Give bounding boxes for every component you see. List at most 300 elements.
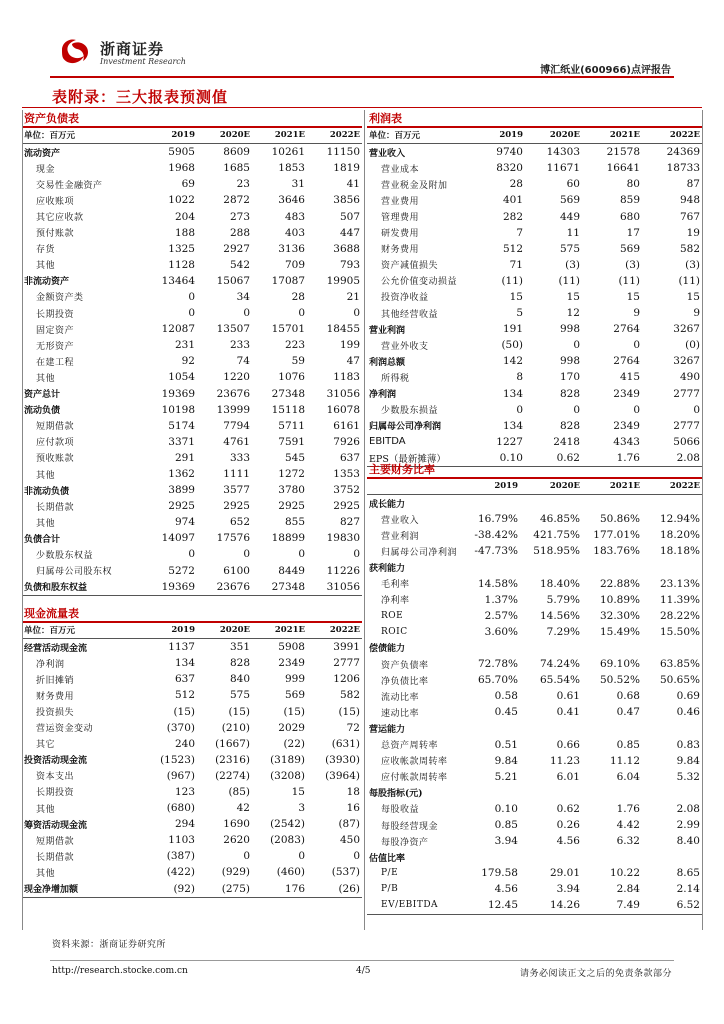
table-header-row	[22, 127, 362, 144]
cell-value: 47	[346, 355, 360, 368]
cell-value: 828	[559, 387, 580, 400]
unit-label	[367, 478, 462, 495]
cell-value: 4.56	[494, 883, 518, 896]
cell-value: 0	[298, 548, 305, 561]
table-header-row	[22, 622, 362, 639]
table-row	[367, 785, 702, 801]
row-label: 其他	[36, 261, 56, 272]
table-row	[22, 482, 362, 498]
cell-value: 18.20%	[659, 529, 700, 542]
cell-value: 134	[502, 419, 523, 432]
cell-value: 3899	[168, 484, 195, 497]
cell-value: 28	[509, 178, 523, 191]
cell-value: 50.65%	[659, 674, 700, 687]
table-row	[367, 865, 702, 881]
row-label: 投资净收益	[381, 293, 429, 304]
cell-value: 3688	[333, 242, 360, 255]
cell-value: 0	[243, 850, 250, 863]
cell-value: 652	[229, 516, 250, 529]
year-header: 2019	[462, 478, 520, 495]
cell-value: 223	[284, 339, 305, 352]
cell-value	[582, 640, 642, 656]
ratios-title: 主要财务比率	[369, 463, 435, 476]
cell-value: 2925	[333, 500, 360, 513]
row-label: 营运资金变动	[36, 724, 94, 735]
cell-value: 183.76%	[593, 545, 640, 558]
cell-value: 71	[509, 258, 523, 271]
cell-value: 3267	[673, 355, 700, 368]
cell-value: 0	[298, 307, 305, 320]
cell-value: 3.94	[494, 835, 518, 848]
row-label: 其他	[36, 518, 56, 529]
year-header: 2019	[142, 622, 197, 639]
row-label: 财务费用	[36, 691, 75, 702]
cell-value: 6.32	[616, 835, 640, 848]
cell-value: 0.10	[494, 802, 518, 815]
cell-value: 134	[502, 387, 523, 400]
row-label: 预收账款	[36, 454, 75, 465]
year-header: 2021E	[582, 127, 642, 144]
cell-value: 8609	[223, 146, 250, 159]
cell-value	[642, 849, 702, 865]
table-row	[367, 225, 702, 241]
cell-value: 14.58%	[477, 577, 518, 590]
cell-value: 16	[346, 802, 360, 815]
row-label: 资本支出	[36, 772, 75, 783]
cell-value: 1183	[333, 371, 360, 384]
table-row	[22, 176, 362, 192]
cell-value: 18455	[326, 323, 360, 336]
cell-value: 32.30%	[599, 609, 640, 622]
cell-value: (15)	[173, 705, 195, 718]
year-header: 2020E	[197, 622, 252, 639]
row-label: 现金净增加额	[22, 881, 142, 898]
footer-divider	[50, 960, 674, 961]
cell-value: 282	[502, 210, 523, 223]
cell-value: (3)	[625, 258, 640, 271]
cell-value: 421.75%	[533, 529, 580, 542]
cell-value: 840	[229, 673, 250, 686]
cell-value: 16641	[606, 162, 640, 175]
cell-value: 72.78%	[477, 658, 518, 671]
cell-value: 403	[284, 226, 305, 239]
year-header: 2019	[142, 127, 197, 144]
cell-value: 50.86%	[599, 513, 640, 526]
row-label: 总资产周转率	[381, 741, 439, 752]
table-row	[22, 321, 362, 337]
left-border	[22, 110, 23, 930]
table-row	[367, 192, 702, 208]
cell-value: 12.94%	[659, 513, 700, 526]
cell-value: (15)	[338, 705, 360, 718]
table-row	[367, 273, 702, 289]
title-divider	[22, 107, 702, 108]
cell-value: 0.68	[616, 690, 640, 703]
table-row	[22, 289, 362, 305]
cell-value: 569	[559, 194, 580, 207]
table-row	[367, 353, 702, 369]
row-label: 管理费用	[381, 213, 420, 224]
row-label: 毛利率	[381, 580, 410, 591]
table-row	[367, 592, 702, 608]
cell-value: 1227	[496, 435, 523, 448]
cell-value: 5.21	[494, 770, 518, 783]
cell-value: 3780	[278, 484, 305, 497]
row-label: 资产总计	[24, 390, 61, 401]
cell-value: 14.56%	[539, 609, 580, 622]
cell-value: 490	[679, 371, 700, 384]
table-row	[22, 784, 362, 800]
row-label: 少数股东损益	[381, 406, 439, 417]
row-label: 流动资产	[24, 148, 61, 159]
cell-value: 0	[243, 307, 250, 320]
cell-value: 2.14	[676, 883, 700, 896]
cell-value: 9.84	[676, 754, 700, 767]
row-label: 成长能力	[369, 499, 406, 510]
row-label: 净利率	[381, 596, 410, 607]
cell-value: 5905	[168, 146, 195, 159]
cell-value: 2777	[333, 657, 360, 670]
cell-value: 6.04	[616, 770, 640, 783]
cell-value: 65.70%	[477, 674, 518, 687]
data-source-note: 资料来源：浙商证券研究所	[52, 940, 167, 950]
table-row	[22, 655, 362, 671]
cell-value: (0)	[685, 339, 700, 352]
row-label: 营业利润	[369, 325, 406, 336]
row-label: 获利能力	[369, 564, 406, 575]
cell-value: (2542)	[270, 818, 305, 831]
cell-value: 17576	[216, 532, 250, 545]
cell-value: 19369	[161, 387, 195, 400]
cash-flow-table	[22, 622, 362, 898]
cell-value: 2418	[553, 435, 580, 448]
cell-value: (210)	[221, 721, 250, 734]
table-row	[367, 543, 702, 559]
cell-value: (537)	[331, 866, 360, 879]
row-label: 长期投资	[36, 788, 75, 799]
cell-value: 542	[229, 258, 250, 271]
cell-value: 24369	[666, 146, 700, 159]
row-label: EBITDA	[369, 436, 406, 448]
cell-value: 827	[339, 516, 360, 529]
cell-value: 767	[679, 210, 700, 223]
cell-value: 2349	[278, 657, 305, 670]
cell-value: 4.42	[616, 819, 640, 832]
cell-value: 0.83	[676, 738, 700, 751]
cell-value: 16078	[326, 403, 360, 416]
cell-value	[582, 720, 642, 736]
cell-value: 6.52	[642, 897, 702, 914]
cell-value: 7926	[333, 435, 360, 448]
cell-value: 6100	[223, 564, 250, 577]
cell-value: 11150	[326, 146, 360, 159]
row-label: ROE	[381, 610, 404, 621]
cell-value: 31056	[307, 579, 362, 596]
unit-label: 单位：百万元	[367, 127, 470, 144]
table-header-row	[367, 127, 702, 144]
table-row	[22, 703, 362, 719]
cell-value	[462, 849, 520, 865]
cell-value: 27348	[252, 579, 307, 596]
cell-value: (3)	[565, 258, 580, 271]
cell-value: 3136	[278, 242, 305, 255]
row-label: 交易性金融资产	[36, 180, 103, 191]
cell-value	[520, 720, 582, 736]
cell-value: 2764	[613, 323, 640, 336]
cell-value: 575	[229, 689, 250, 702]
cell-value: (92)	[142, 881, 197, 898]
cell-value: 273	[229, 210, 250, 223]
cell-value: 1819	[333, 162, 360, 175]
row-label: 净利润	[36, 659, 65, 670]
cell-value: 3.94	[556, 883, 580, 896]
cell-value: 80	[626, 178, 640, 191]
row-label: 应收帐款周转率	[381, 757, 448, 768]
cell-value	[582, 849, 642, 865]
row-label: 营业外收支	[381, 341, 429, 352]
cell-value: 0	[353, 850, 360, 863]
cell-value: 2.99	[676, 819, 700, 832]
row-label: 长期投资	[36, 309, 75, 320]
cell-value: 10198	[161, 403, 195, 416]
cell-value: 179.58	[481, 867, 518, 880]
cell-value: 15	[686, 290, 700, 303]
year-header: 2021E	[252, 127, 307, 144]
cell-value: 15	[626, 290, 640, 303]
cell-value: (2083)	[270, 834, 305, 847]
right-border	[702, 110, 703, 930]
cell-value: 10261	[271, 146, 305, 159]
table-row	[22, 273, 362, 289]
row-label: 应付帐款周转率	[381, 773, 448, 784]
cell-value: 637	[174, 673, 195, 686]
cell-value: 3371	[168, 435, 195, 448]
table-row	[367, 321, 702, 337]
cell-value: 15	[509, 290, 523, 303]
year-header: 2022E	[307, 622, 362, 639]
cell-value: 59	[291, 355, 305, 368]
cell-value: 2.08	[676, 802, 700, 815]
row-label: 筹资活动现金流	[24, 820, 88, 831]
cell-value: (3189)	[270, 753, 305, 766]
unit-label: 单位：百万元	[22, 127, 142, 144]
cell-value: (387)	[166, 850, 195, 863]
cell-value: 1137	[168, 641, 195, 654]
balance-sheet-title: 资产负债表	[24, 112, 79, 125]
cell-value: 1220	[223, 371, 250, 384]
row-label: 预付账款	[36, 229, 75, 240]
cell-value: 5	[516, 307, 523, 320]
table-row	[367, 640, 702, 656]
cell-value: -38.42%	[474, 529, 518, 542]
year-header: 2022E	[642, 127, 702, 144]
cell-value: 1103	[168, 834, 195, 847]
cell-value: 575	[559, 242, 580, 255]
year-header: 2020E	[525, 127, 582, 144]
cell-value: 18.18%	[659, 545, 700, 558]
cell-value: (3)	[685, 258, 700, 271]
cell-value	[520, 495, 582, 512]
table-row	[22, 720, 362, 736]
footer-disclaimer: 请务必阅读正文之后的免责条款部分	[519, 969, 672, 979]
cell-value: (50)	[501, 339, 523, 352]
row-label: 速动比率	[381, 708, 420, 719]
cell-value: 3.60%	[484, 625, 518, 638]
cell-value: 1054	[168, 371, 195, 384]
cell-value: 0.69	[676, 690, 700, 703]
row-label: 净负债比率	[381, 676, 429, 687]
cell-value: 2925	[278, 500, 305, 513]
table-row	[367, 688, 702, 704]
cell-value: 12087	[161, 323, 195, 336]
cell-value: 512	[174, 689, 195, 702]
cell-value: 2349	[613, 419, 640, 432]
table-row	[367, 608, 702, 624]
footer-url-link[interactable]: http://research.stocke.com.cn	[52, 966, 188, 976]
row-label: 每股收益	[381, 805, 420, 816]
cell-value: 447	[339, 226, 360, 239]
row-label: 归属母公司净利润	[369, 422, 442, 433]
cell-value: 15067	[216, 274, 250, 287]
cell-value: (11)	[501, 274, 523, 287]
table-row	[22, 639, 362, 656]
cell-value: (2274)	[215, 769, 250, 782]
cell-value: 240	[174, 737, 195, 750]
cell-value: 294	[174, 818, 195, 831]
cell-value: 4761	[223, 435, 250, 448]
cell-value: 34	[236, 290, 250, 303]
table-row	[367, 881, 702, 897]
table-row	[367, 769, 702, 785]
table-row	[22, 752, 362, 768]
cell-value	[462, 720, 520, 736]
cell-value: 7794	[223, 419, 250, 432]
cell-value: 23676	[197, 579, 252, 596]
cell-value: 14303	[546, 146, 580, 159]
cell-value: 14097	[161, 532, 195, 545]
cell-value: 2927	[223, 242, 250, 255]
cell-value: 21	[346, 290, 360, 303]
table-row	[22, 241, 362, 257]
cell-value: 3991	[333, 641, 360, 654]
cell-value: 17087	[271, 274, 305, 287]
row-label: 非流动资产	[24, 277, 70, 288]
cell-value: (370)	[166, 721, 195, 734]
cell-value: 0.41	[556, 706, 580, 719]
row-label: ROIC	[381, 626, 408, 637]
cell-value: 10.22	[609, 867, 640, 880]
company-logo-icon	[58, 36, 92, 68]
cell-value: 170	[559, 371, 580, 384]
row-label: 流动负债	[24, 406, 61, 417]
cell-value: 7.29%	[546, 625, 580, 638]
cell-value: 3856	[333, 194, 360, 207]
table-row	[367, 527, 702, 543]
table-row	[22, 192, 362, 208]
row-label: 营业费用	[381, 196, 420, 207]
row-label: 营业收入	[381, 515, 420, 526]
cell-value: 569	[619, 242, 640, 255]
cell-value: 5.79%	[546, 593, 580, 606]
cell-value: (631)	[331, 737, 360, 750]
cell-value: (87)	[338, 818, 360, 831]
row-label: 存货	[36, 245, 56, 256]
row-label: 营业成本	[381, 164, 420, 175]
cell-value: 828	[559, 419, 580, 432]
cell-value: (11)	[618, 274, 640, 287]
cell-value: 3577	[223, 484, 250, 497]
cell-value: (680)	[166, 802, 195, 815]
cell-value: (15)	[228, 705, 250, 718]
cell-value: 0	[188, 307, 195, 320]
row-label: 应收账项	[36, 196, 75, 207]
row-label: EPS（最新摊薄）	[367, 450, 470, 467]
cell-value: 5066	[673, 435, 700, 448]
row-label: 资产负债率	[381, 660, 429, 671]
table-row	[367, 704, 702, 720]
cell-value: 7.49	[582, 897, 642, 914]
cell-value: (2316)	[215, 753, 250, 766]
row-label: 营业利润	[381, 531, 420, 542]
row-label: 少数股东权益	[36, 550, 94, 561]
year-header: 2020E	[197, 127, 252, 144]
cell-value: (3964)	[325, 769, 360, 782]
cell-value: 15.50%	[659, 625, 700, 638]
table-row	[22, 434, 362, 450]
cell-value: 15	[566, 290, 580, 303]
cell-value: 3752	[333, 484, 360, 497]
row-label: 负债和股东权益	[22, 579, 142, 596]
table-row	[22, 160, 362, 176]
cell-value: 63.85%	[659, 658, 700, 671]
cell-value: 0	[573, 403, 580, 416]
cell-value: 11.23	[549, 754, 580, 767]
table-row	[367, 305, 702, 321]
cell-value: 11.39%	[659, 593, 700, 606]
row-label: 净利润	[369, 390, 397, 401]
cell-value: 0.85	[494, 819, 518, 832]
row-label: 短期借款	[36, 422, 75, 433]
cell-value: 23	[236, 178, 250, 191]
cell-value: 680	[619, 210, 640, 223]
income-statement-title: 利润表	[369, 112, 402, 125]
cell-value: 0	[633, 339, 640, 352]
table-row	[22, 579, 362, 596]
appendix-title: 表附录：三大报表预测值	[52, 88, 229, 106]
cell-value: 1206	[333, 673, 360, 686]
cell-value: 512	[502, 242, 523, 255]
row-label: 金额资产类	[36, 293, 84, 304]
cell-value: 13999	[216, 403, 250, 416]
year-header: 2022E	[642, 478, 702, 495]
cell-value: 1.76	[582, 450, 642, 467]
cell-value: 5272	[168, 564, 195, 577]
cell-value: 2777	[673, 419, 700, 432]
year-header: 2020E	[520, 478, 582, 495]
table-row	[367, 402, 702, 418]
cell-value	[462, 640, 520, 656]
row-label: 其他经营收益	[381, 309, 439, 320]
table-row	[22, 848, 362, 864]
cell-value: 8320	[496, 162, 523, 175]
cell-value: 176	[252, 881, 307, 898]
cell-value: 46.85%	[539, 513, 580, 526]
table-row	[367, 337, 702, 353]
table-row	[367, 656, 702, 672]
row-label: 负债合计	[24, 534, 61, 545]
table-row	[367, 753, 702, 769]
cell-value: 0.45	[494, 706, 518, 719]
